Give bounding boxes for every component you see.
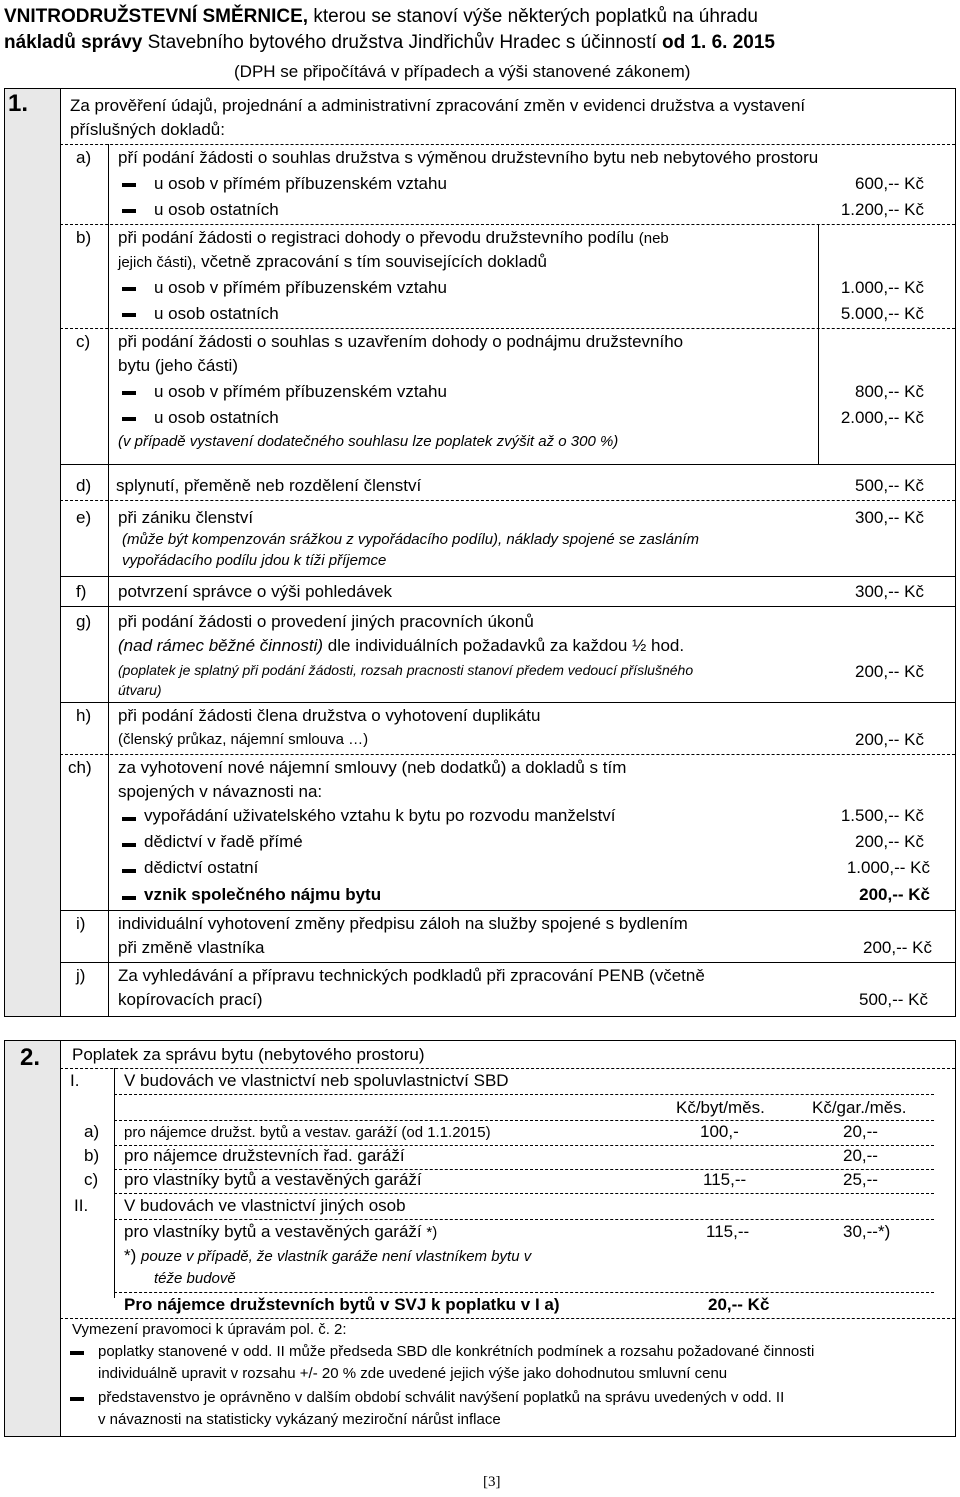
page-number: [3] <box>483 1474 501 1490</box>
bullet-icon <box>70 1397 84 1401</box>
bullet-icon <box>122 843 136 847</box>
row-separator <box>60 1068 955 1069</box>
row-separator <box>60 500 955 501</box>
item-i-text-line1: individuální vyhotovení změny předpisu záloh na služby spojené s bydlením <box>118 914 688 933</box>
item-a-sub2-label: u osob ostatních <box>154 200 279 219</box>
directive-title <box>4 6 758 28</box>
bullet-icon <box>122 817 136 821</box>
section1-bottom-border <box>4 1016 956 1017</box>
s2-II-label: II. <box>74 1196 89 1215</box>
row-separator <box>60 328 955 329</box>
item-c-letter: c) <box>76 332 91 351</box>
item-j-letter: j) <box>76 966 86 985</box>
section1-right-border <box>955 88 956 1016</box>
s2-row-a-text: pro nájemce družst. bytů a vestav. garáží (od 1.1.2015) <box>124 1124 491 1141</box>
title-rest: kterou se stanoví výše některých poplatků na úhradu <box>313 6 758 27</box>
row-separator <box>114 1193 934 1194</box>
item-a-text: pří podání žádosti o souhlas družstva s výměnou družstevního bytu neb nebytového prostoru <box>118 148 819 167</box>
row-separator <box>60 224 955 225</box>
effective-date: od 1. 6. 2015 <box>661 32 775 53</box>
item-g-price: 200,-- Kč <box>855 662 924 681</box>
item-g-note-line2: útvaru) <box>118 682 162 698</box>
section1-intro-line2: příslušných dokladů: <box>70 120 225 139</box>
s2-row-a-letter: a) <box>84 1122 100 1141</box>
item-i-price: 200,-- Kč <box>863 938 932 957</box>
row-separator <box>114 1292 934 1293</box>
item-h-price: 200,-- Kč <box>855 730 924 749</box>
item-b-sub2-price: 5.000,-- Kč <box>840 304 924 323</box>
bullet-icon <box>122 313 136 317</box>
bullet-icon <box>122 287 136 291</box>
item-c-sub1-price: 800,-- Kč <box>855 382 924 401</box>
item-c-text-line1: při podání žádosti o souhlas s uzavřením dohody o podnájmu družstevního <box>118 332 684 351</box>
bullet-icon <box>122 391 136 395</box>
price-column-divider <box>818 224 819 464</box>
item-h-text-line1: při podání žádosti člena družstva o vyhotovení duplikátu <box>118 706 541 725</box>
s2-star-note-line2: téže budově <box>154 1270 236 1287</box>
bullet-icon <box>122 183 136 187</box>
bullet-icon <box>122 209 136 213</box>
section1-left-border <box>4 88 5 1016</box>
s2-I-text: V budovách ve vlastnictví neb spoluvlastnictví SBD <box>124 1071 509 1090</box>
item-b-sub2-label: u osob ostatních <box>154 304 279 323</box>
row-separator <box>114 1219 934 1220</box>
row-separator <box>114 1094 934 1095</box>
section2-number-cell <box>4 1040 60 1436</box>
item-h-letter: h) <box>76 706 92 725</box>
s2-letter-column-divider <box>114 1068 115 1298</box>
item-b-text-line2 <box>118 252 547 272</box>
item-j-text-line1: Za vyhledávání a přípravu technických podkladů při zpracování PENB (včetně <box>118 966 705 985</box>
item-a-sub1-label: u osob v přímém příbuzenském vztahu <box>154 174 447 193</box>
item-b-text2: včetně zpracování s tím souvisejících dokladů <box>201 252 547 271</box>
item-ch-sub2-label: dědictví v řadě přímé <box>144 832 303 851</box>
item-b-text-line1 <box>118 228 669 248</box>
item-ch-sub3-price: 1.000,-- Kč <box>846 858 930 877</box>
item-e-text: při zániku členství <box>118 508 254 527</box>
item-e-letter: e) <box>76 508 92 527</box>
s2-col-header-garage: Kč/gar./měs. <box>812 1098 907 1117</box>
item-e-note-line2: vypořádacího podílu jdou k tíži příjemce <box>122 552 387 569</box>
item-g-text-line1: při podání žádosti o provedení jiných pracovních úkonů <box>118 612 534 631</box>
section2-number: 2. <box>20 1044 41 1071</box>
row-separator <box>60 754 955 755</box>
s2-star-mark: *) <box>124 1246 137 1265</box>
directive-subtitle <box>4 32 775 54</box>
s2-col-header-flat: Kč/byt/měs. <box>676 1098 765 1117</box>
s2-II-row-garage: 30,--*) <box>843 1222 891 1241</box>
item-g-text-italic: (nad rámec běžné činnosti) <box>118 636 324 655</box>
row-separator <box>60 910 955 911</box>
item-c-sub2-label: u osob ostatních <box>154 408 279 427</box>
s2-I-label: I. <box>70 1071 80 1090</box>
item-c-sub1-label: u osob v přímém příbuzenském vztahu <box>154 382 447 401</box>
row-separator <box>60 464 955 465</box>
item-j-text-line2: kopírovacích prací) <box>118 990 263 1009</box>
s2-II-text: V budovách ve vlastnictví jiných osob <box>124 1196 406 1215</box>
item-e-price: 300,-- Kč <box>855 508 924 527</box>
section1-number-cell <box>4 88 60 1016</box>
section2-left-border <box>4 1040 5 1436</box>
row-separator <box>60 1318 955 1319</box>
subtitle-a: nákladů správy <box>4 32 143 53</box>
item-ch-text-line1: za vyhotovení nové nájemní smlouvy (neb dodatků) a dokladů s tím <box>118 758 627 777</box>
row-separator <box>114 1120 934 1121</box>
item-g-note-line1: (poplatek je splatný při podání žádosti, rozsah pracnosti stanoví předem vedoucí příslušného <box>118 662 694 678</box>
item-ch-sub1-label: vypořádání uživatelského vztahu k bytu po rozvodu manželství <box>144 806 616 825</box>
item-ch-sub1-price: 1.500,-- Kč <box>840 806 924 825</box>
item-ch-sub4-price: 200,-- Kč <box>859 885 930 904</box>
item-e-note-line1: (může být kompenzován srážkou z vypořádacího podílu), náklady spojené se zasláním <box>122 531 699 548</box>
s2-row-b-text: pro nájemce družstevních řad. garáží <box>124 1146 405 1165</box>
item-h-text-line2: (členský průkaz, nájemní smlouva …) <box>118 731 369 748</box>
s2-scope-item1-line2: individuálně upravit v rozsahu +/- 20 % zde uvedené jejich výše jako dohodnutou smluvní cenu <box>98 1365 728 1382</box>
item-ch-sub4-label: vznik společného nájmu bytu <box>144 885 382 904</box>
item-b-text-small: (neb <box>638 230 669 247</box>
item-ch-sub3-label: dědictví ostatní <box>144 858 259 877</box>
row-separator <box>60 962 955 963</box>
s2-II-row-text: pro vlastníky bytů a vestavěných garáží <box>124 1222 422 1241</box>
s2-scope-item2-line1: představenstvo je oprávněno v dalším období schválit navýšení poplatků na správu uvedených v odd. II <box>98 1389 785 1406</box>
item-b-sub1-price: 1.000,-- Kč <box>840 278 924 297</box>
item-j-price: 500,-- Kč <box>859 990 928 1009</box>
section2-right-border <box>955 1040 956 1436</box>
row-separator <box>60 606 955 607</box>
section2-bottom-border <box>4 1436 956 1437</box>
item-b-sub1-label: u osob v přímém příbuzenském vztahu <box>154 278 447 297</box>
item-a-sub1-price: 600,-- Kč <box>855 174 924 193</box>
s2-row-b-garage: 20,-- <box>843 1146 878 1165</box>
item-c-sub2-price: 2.000,-- Kč <box>840 408 924 427</box>
s2-row-c-letter: c) <box>84 1170 99 1189</box>
item-b-text: při podání žádosti o registraci dohody o převodu družstevního podílu <box>118 228 634 247</box>
subtitle-b: Stavebního bytového družstva Jindřichův Hradec s účinností <box>147 32 657 53</box>
item-i-letter: i) <box>76 914 86 933</box>
letter-column-divider <box>108 144 109 1016</box>
bullet-icon <box>70 1351 84 1355</box>
item-f-price: 300,-- Kč <box>855 582 924 601</box>
item-c-text-line2: bytu (jeho části) <box>118 356 238 375</box>
row-separator <box>60 576 955 577</box>
s2-II-row-flat: 115,-- <box>706 1222 750 1241</box>
item-f-text: potvrzení správce o výši pohledávek <box>118 582 393 601</box>
s2-svj-price: 20,-- Kč <box>708 1295 770 1314</box>
s2-II-row-star: *) <box>426 1224 438 1241</box>
item-b-letter: b) <box>76 228 92 247</box>
s2-row-c-text: pro vlastníky bytů a vestavěných garáží <box>124 1170 422 1189</box>
item-g-text-rest: dle individuálních požadavků za každou ½ hod. <box>327 636 685 655</box>
item-g-text-line2 <box>118 636 684 656</box>
s2-scope-item1-line1: poplatky stanovené v odd. II může předseda SBD dle konkrétních podmínek a rozsahu požadované činnosti <box>98 1343 815 1360</box>
bullet-icon <box>122 869 136 873</box>
s2-star-note-text: pouze v případě, že vlastník garáže není vlastníkem bytu v <box>141 1248 532 1265</box>
section2-top-border <box>4 1040 956 1041</box>
item-d-letter: d) <box>76 476 92 495</box>
item-i-text-line2: při změně vlastníka <box>118 938 265 957</box>
row-separator <box>60 144 955 145</box>
s2-row-c-garage: 25,-- <box>843 1170 878 1189</box>
item-d-price: 500,-- Kč <box>855 476 924 495</box>
item-ch-sub2-price: 200,-- Kč <box>855 832 924 851</box>
section1-divider <box>60 88 61 1016</box>
section2-title: Poplatek za správu bytu (nebytového prostoru) <box>72 1045 425 1064</box>
item-a-sub2-price: 1.200,-- Kč <box>840 200 924 219</box>
bullet-icon <box>122 417 136 421</box>
item-f-letter: f) <box>76 582 87 601</box>
title-main: VNITRODRUŽSTEVNÍ SMĚRNICE, <box>4 6 309 27</box>
section1-number: 1. <box>8 90 29 117</box>
item-d-text: splynutí, přeměně neb rozdělení členství <box>116 476 422 495</box>
s2-row-b-letter: b) <box>84 1146 100 1165</box>
s2-scope-item2-line2: v návaznosti na statisticky vykázaný meziroční nárůst inflace <box>98 1411 501 1428</box>
item-b-text-small2: jejich části), <box>118 254 197 271</box>
row-separator <box>60 702 955 703</box>
s2-star-note-line1 <box>124 1246 531 1266</box>
vat-note: (DPH se připočítává v případech a výši stanovené zákonem) <box>234 62 691 81</box>
section2-divider <box>60 1040 61 1436</box>
item-c-note: (v případě vystavení dodatečného souhlasu lze poplatek zvýšit až o 300 %) <box>118 433 619 450</box>
s2-row-a-flat: 100,- <box>700 1122 739 1141</box>
s2-row-a-garage: 20,-- <box>843 1122 878 1141</box>
item-ch-text-line2: spojených v návaznosti na: <box>118 782 323 801</box>
s2-row-c-flat: 115,-- <box>703 1170 747 1189</box>
s2-svj-text: Pro nájemce družstevních bytů v SVJ k poplatku v I a) <box>124 1295 560 1314</box>
bullet-icon <box>122 896 136 900</box>
section1-intro-line1: Za prověření údajů, projednání a administrativní zpracování změn v evidenci družstva a vystavení <box>70 96 806 115</box>
item-g-letter: g) <box>76 612 92 631</box>
item-ch-letter: ch) <box>68 758 92 777</box>
s2-II-row <box>124 1222 437 1242</box>
section1-top-border <box>4 88 956 89</box>
item-a-letter: a) <box>76 148 92 167</box>
s2-scope-title: Vymezení pravomoci k úpravám pol. č. 2: <box>72 1321 347 1338</box>
